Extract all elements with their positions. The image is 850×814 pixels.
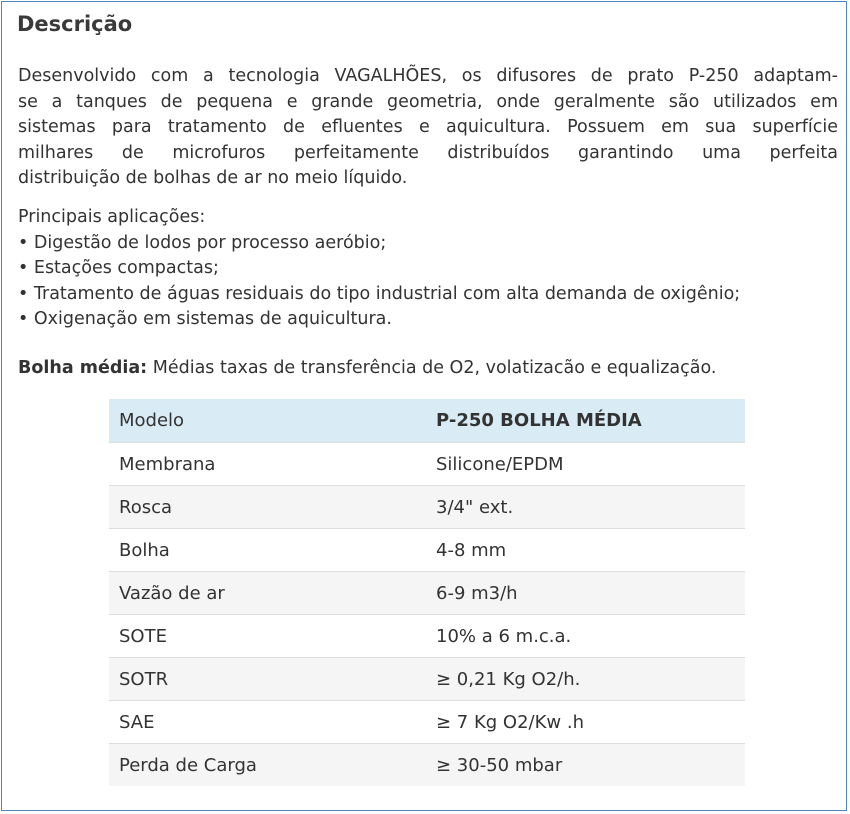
application-item: • Tratamento de águas residuais do tipo industrial com alta demanda de oxigênio; bbox=[18, 283, 741, 304]
specs-header-row bbox=[109, 399, 745, 443]
spec-label: Vazão de ar bbox=[109, 572, 426, 615]
spec-label: Modelo bbox=[109, 399, 426, 443]
application-item: • Oxigenação em sistemas de aquicultura. bbox=[18, 309, 392, 329]
spec-row bbox=[109, 572, 745, 615]
spec-value: P-250 BOLHA MÉDIA bbox=[426, 399, 745, 443]
spec-label: SAE bbox=[109, 701, 426, 744]
description-line: milhares de microfuros perfeitamente distribuídos garantindo uma perfeita bbox=[18, 142, 838, 163]
bubble-type-note bbox=[18, 356, 838, 382]
bubble-type-text: Médias taxas de transferência de O2, volatizacão e equalização. bbox=[147, 358, 717, 378]
spec-row bbox=[109, 658, 745, 701]
application-item: • Digestão de lodos por processo aeróbio; bbox=[18, 232, 387, 253]
spec-label: Membrana bbox=[109, 443, 426, 486]
spec-label: Rosca bbox=[109, 486, 426, 529]
spec-value: ≥ 0,21 Kg O2/h. bbox=[426, 658, 745, 701]
description-line: distribuição de bolhas de ar no meio líquido. bbox=[18, 168, 408, 188]
spec-row bbox=[109, 529, 745, 572]
description-paragraph bbox=[18, 64, 838, 192]
description-line: sistemas para tratamento de efluentes e aquicultura. Possuem em sua superfície bbox=[18, 117, 838, 137]
spec-value: Silicone/EPDM bbox=[426, 443, 745, 486]
spec-value: 4-8 mm bbox=[426, 529, 745, 572]
applications-list bbox=[18, 205, 838, 333]
spec-value: 6-9 m3/h bbox=[426, 572, 745, 615]
spec-label: SOTR bbox=[109, 658, 426, 701]
spec-row bbox=[109, 443, 745, 486]
spec-value: 10% a 6 m.c.a. bbox=[426, 615, 745, 658]
spec-value: 3/4" ext. bbox=[426, 486, 745, 529]
application-item: • Estações compactas; bbox=[18, 258, 219, 278]
spec-label: SOTE bbox=[109, 615, 426, 658]
spec-row bbox=[109, 744, 745, 787]
spec-value: ≥ 30-50 mbar bbox=[426, 744, 745, 787]
spec-row bbox=[109, 486, 745, 529]
bubble-type-label: Bolha média: bbox=[18, 358, 148, 378]
spec-row bbox=[109, 701, 745, 744]
description-line: Desenvolvido com a tecnologia VAGALHÕES, os difusores de prato P-250 adaptam- bbox=[18, 66, 838, 86]
specs-table bbox=[109, 399, 745, 786]
spec-label: Bolha bbox=[109, 529, 426, 572]
spec-value: ≥ 7 Kg O2/Kw .h bbox=[426, 701, 745, 744]
section-title: Descrição bbox=[17, 12, 133, 36]
description-line: se a tanques de pequena e grande geometria, onde geralmente são utilizados em bbox=[18, 91, 838, 112]
applications-heading: Principais aplicações: bbox=[18, 207, 206, 227]
description-panel bbox=[1, 1, 847, 811]
spec-label: Perda de Carga bbox=[109, 744, 426, 787]
spec-row bbox=[109, 615, 745, 658]
